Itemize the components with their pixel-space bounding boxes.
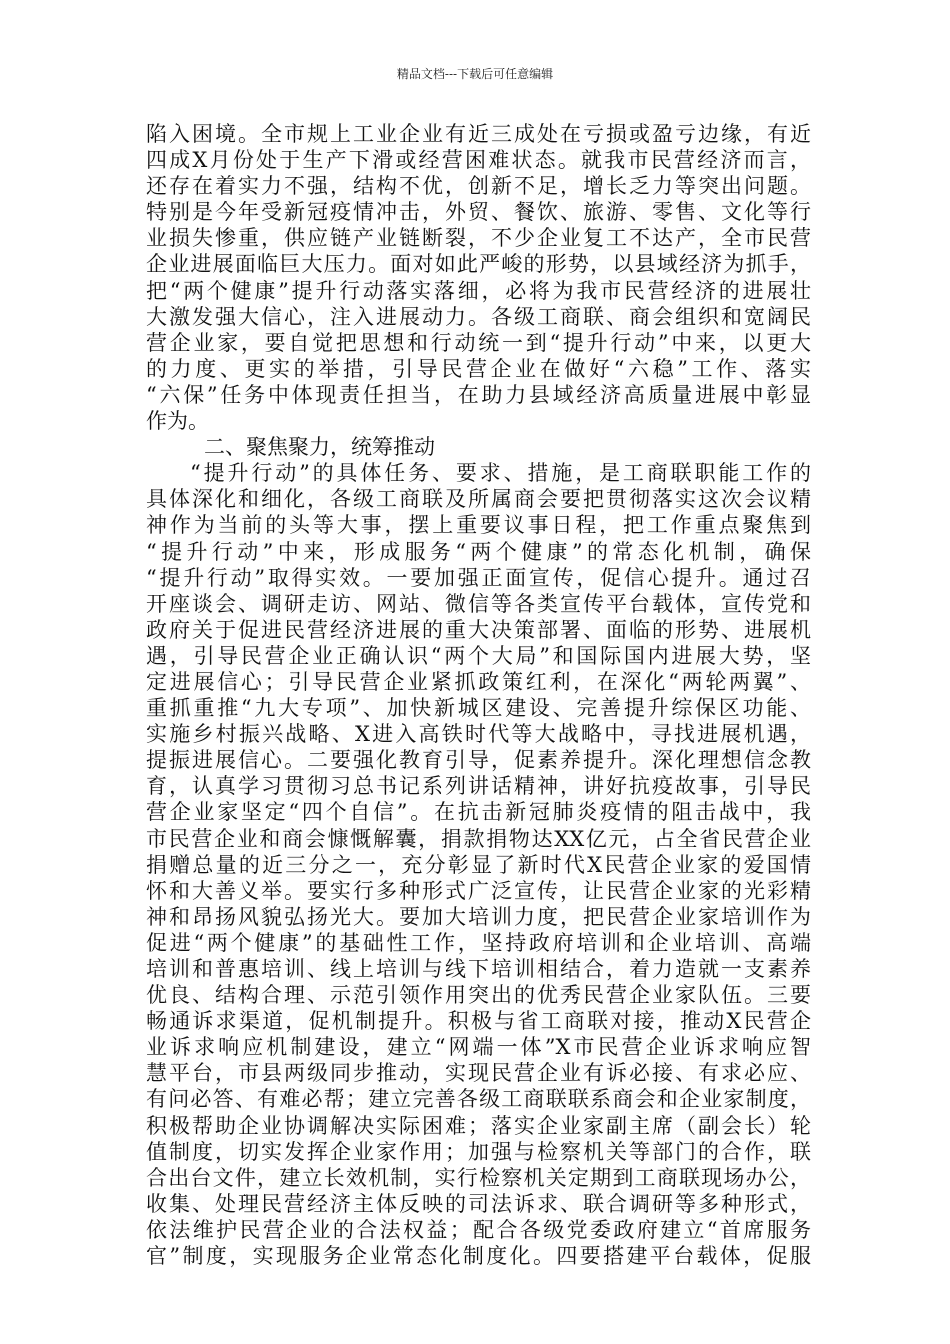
- text-line: 育，认真学习贯彻习总书记系列讲话精神，讲好抗疫故事，引导民: [146, 774, 811, 799]
- text-line: 作为。: [146, 409, 209, 434]
- text-line: 畅通诉求渠道，促机制提升。积极与省工商联对接，推动X民营企: [146, 1009, 811, 1034]
- text-line: 优良、结构合理、示范引领作用突出的优秀民营企业家队伍。三要: [146, 983, 811, 1008]
- text-line: “六保”任务中体现责任担当，在助力县域经济高质量进展中彰显: [146, 382, 811, 407]
- text-line: 政府关于促进民营经济进展的重大决策部署、面临的形势、进展机: [146, 617, 811, 642]
- text-line: 的力度、更实的举措，引导民营企业在做好“六稳”工作、落实: [146, 356, 811, 381]
- text-line: 具体深化和细化，各级工商联及所属商会要把贯彻落实这次会议精: [146, 487, 811, 512]
- text-line: 慧平台，市县两级同步推动，实现民营企业有诉必接、有求必应、: [146, 1061, 811, 1086]
- text-line: 营企业家，要自觉把思想和行动统一到“提升行动”中来，以更大: [146, 330, 811, 355]
- text-line: 积极帮助企业协调解决实际困难；落实企业家副主席（副会长）轮: [146, 1113, 811, 1138]
- text-line: 大激发强大信心，注入进展动力。各级工商联、商会组织和宽阔民: [146, 304, 811, 329]
- text-line: 有问必答、有难必帮；建立完善各级工商联联系商会和企业家制度，: [146, 1087, 811, 1112]
- document-body: [146, 121, 811, 1269]
- text-line: 依法维护民营企业的合法权益；配合各级党委政府建立“首席服务: [146, 1217, 811, 1242]
- text-line: 特别是今年受新冠疫情冲击，外贸、餐饮、旅游、零售、文化等行: [146, 200, 811, 225]
- text-line: 值制度，切实发挥企业家作用；加强与检察机关等部门的合作，联: [146, 1139, 811, 1164]
- text-line: 培训和普惠培训、线上培训与线下培训相结合，着力造就一支素养: [146, 957, 811, 981]
- text-line: 陷入困境。全市规上工业企业有近三成处在亏损或盈亏边缘，有近: [146, 122, 811, 146]
- text-line: 定进展信心；引导民营企业紧抓政策红利，在深化“两轮两翼”、: [146, 669, 811, 694]
- text-line: 市民营企业和商会慷慨解囊，捐款捐物达XX亿元，占全省民营企业: [146, 826, 811, 851]
- text-line: 提振进展信心。二要强化教育引导，促素养提升。深化理想信念教: [146, 748, 811, 773]
- text-line: 实施乡村振兴战略、X进入高铁时代等大战略中，寻找进展机遇，: [146, 722, 811, 747]
- text-line: 四成X月份处于生产下滑或经营困难状态。就我市民营经济而言，: [146, 148, 811, 173]
- text-line: 重抓重推“九大专项”、加快新城区建设、完善提升综保区功能、: [146, 696, 811, 721]
- text-line: 捐赠总量的近三分之一，充分彰显了新时代X民营企业家的爱国情: [146, 852, 811, 877]
- text-line: 合出台文件，建立长效机制，实行检察机关定期到工商联现场办公，: [146, 1165, 811, 1190]
- text-line: 神作为当前的头等大事，摆上重要议事日程，把工作重点聚焦到: [146, 513, 811, 538]
- text-line: “提升行动”取得实效。一要加强正面宣传，促信心提升。通过召: [146, 565, 811, 590]
- text-line: 官”制度，实现服务企业常态化制度化。四要搭建平台载体，促服: [146, 1244, 811, 1269]
- text-line: 神和昂扬风貌弘扬光大。要加大培训力度，把民营企业家培训作为: [146, 904, 811, 929]
- text-line: 把“两个健康”提升行动落实落细，必将为我市民营经济的进展壮: [146, 278, 811, 303]
- text-line: 企业进展面临巨大压力。面对如此严峻的形势，以县域经济为抓手，: [146, 252, 811, 277]
- text-line: 开座谈会、调研走访、网站、微信等各类宣传平台载体，宣传党和: [146, 591, 811, 616]
- text-line: 促进“两个健康”的基础性工作，坚持政府培训和企业培训、高端: [146, 930, 811, 955]
- page-header: 精品文档---下载后可任意编辑: [396, 67, 554, 81]
- text-line: “提升行动”的具体任务、要求、措施，是工商联职能工作的: [190, 461, 811, 486]
- text-line: 收集、处理民营经济主体反映的司法诉求、联合调研等多种形式，: [146, 1191, 811, 1216]
- text-line: “提升行动”中来，形成服务“两个健康”的常态化机制，确保: [146, 539, 811, 564]
- text-line: 业诉求响应机制建设，建立“网端一体”X市民营企业诉求响应智: [146, 1035, 811, 1060]
- text-line: 还存在着实力不强，结构不优，创新不足，增长乏力等突出问题。: [146, 174, 811, 199]
- text-line: 遇，引导民营企业正确认识“两个大局”和国际国内进展大势，坚: [146, 643, 811, 668]
- text-line: 业损失惨重，供应链产业链断裂，不少企业复工不达产，全市民营: [146, 226, 811, 251]
- text-line: 怀和大善义举。要实行多种形式广泛宣传，让民营企业家的光彩精: [146, 878, 811, 903]
- text-line: 营企业家坚定“四个自信”。在抗击新冠肺炎疫情的阻击战中，我: [146, 800, 811, 825]
- section-heading: 二、聚焦聚力，统筹推动: [204, 435, 435, 460]
